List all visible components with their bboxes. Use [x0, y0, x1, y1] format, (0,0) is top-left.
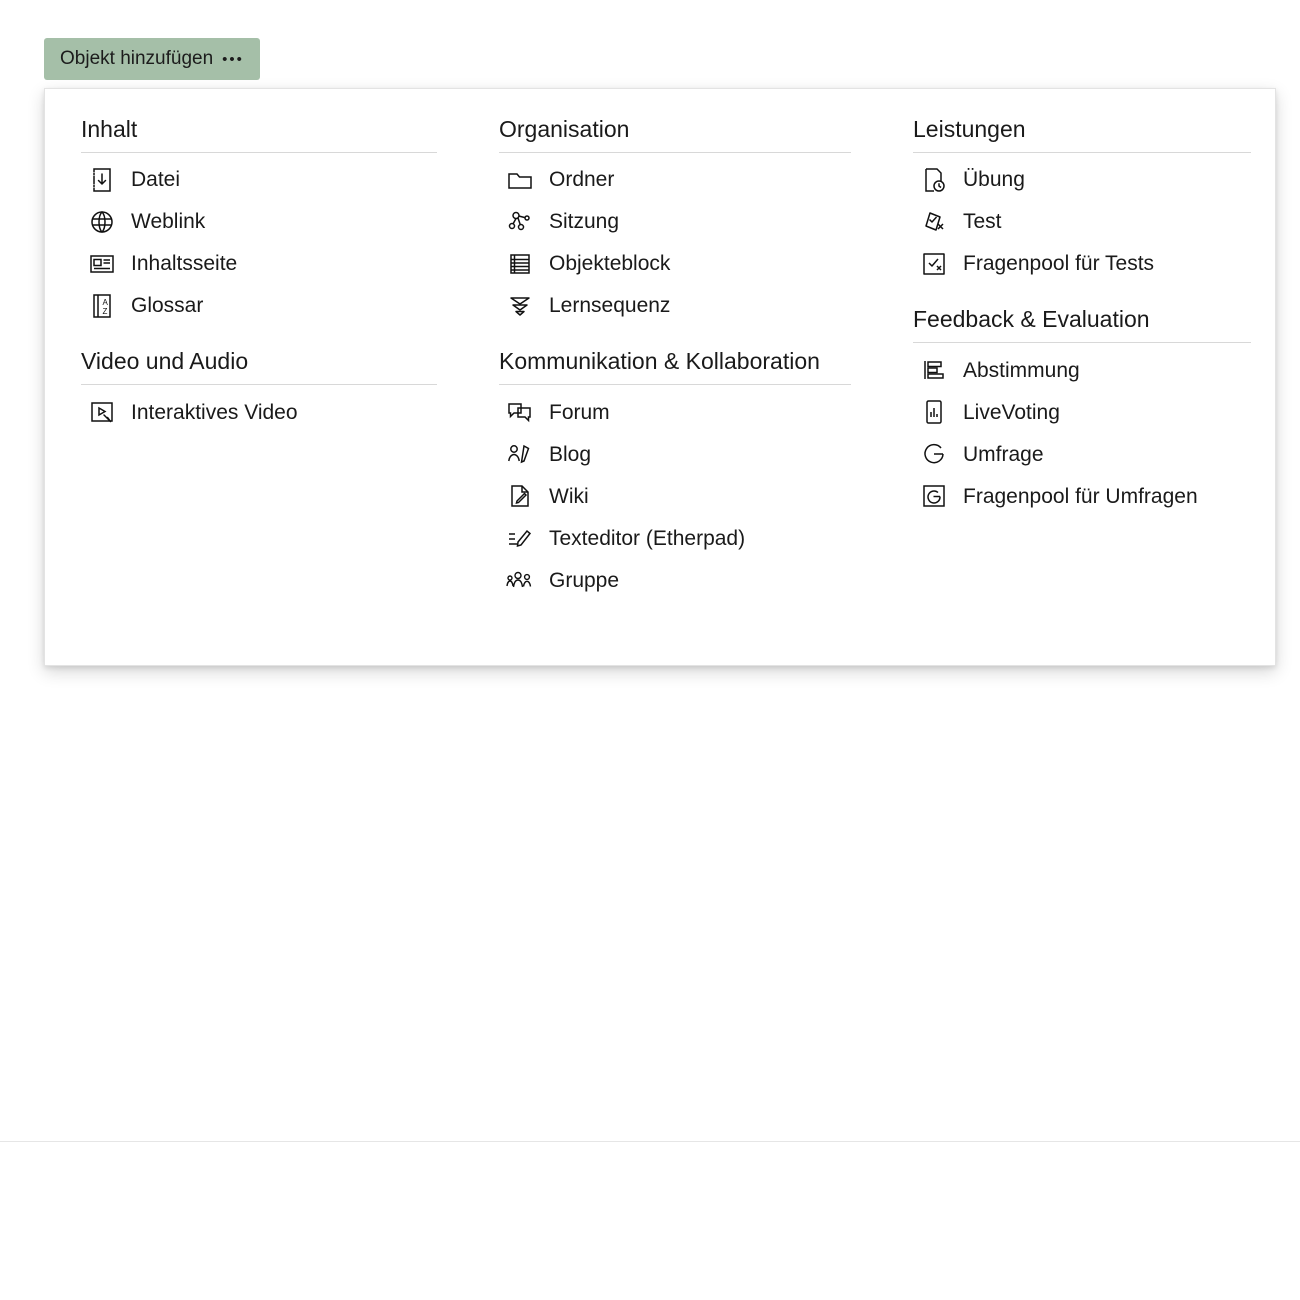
- add-object-button[interactable]: [44, 38, 260, 80]
- menu-column-2: [463, 115, 877, 665]
- group-title: Feedback & Evaluation: [913, 305, 1251, 343]
- menu-group-video-und-audio: [81, 347, 437, 433]
- menu-item-texteditor-etherpad[interactable]: [499, 517, 851, 559]
- menu-item-label: Interaktives Video: [131, 400, 298, 424]
- menu-item-abstimmung[interactable]: [913, 349, 1251, 391]
- group-title: Kommunikation & Kollaboration: [499, 347, 851, 385]
- menu-item-livevoting[interactable]: [913, 391, 1251, 433]
- menu-group-kommunikation: [499, 347, 851, 601]
- test-icon: [919, 207, 949, 237]
- menu-item-blog[interactable]: [499, 433, 851, 475]
- globe-link-icon: [87, 207, 117, 237]
- menu-item-label: Inhaltsseite: [131, 252, 238, 276]
- menu-item-label: Abstimmung: [963, 358, 1080, 382]
- menu-item-inhaltsseite[interactable]: [81, 243, 437, 285]
- ellipsis-icon: •••: [222, 50, 244, 68]
- menu-group-feedback-evaluation: [913, 305, 1251, 517]
- group-title: Organisation: [499, 115, 851, 153]
- menu-item-sitzung[interactable]: [499, 201, 851, 243]
- menu-group-leistungen: [913, 115, 1251, 285]
- menu-column-3: [877, 115, 1277, 665]
- add-object-dropdown: [44, 88, 1276, 666]
- menu-column-1: [45, 115, 463, 665]
- menu-item-objekteblock[interactable]: [499, 243, 851, 285]
- etherpad-icon: [505, 523, 535, 553]
- menu-item-label: Gruppe: [549, 568, 620, 592]
- menu-item-label: Lernsequenz: [549, 294, 671, 318]
- blog-icon: [505, 439, 535, 469]
- forum-icon: [505, 397, 535, 427]
- svg-text:Z: Z: [102, 307, 108, 317]
- menu-item-weblink[interactable]: [81, 201, 437, 243]
- menu-item-label: Glossar: [131, 294, 204, 318]
- menu-item-label: Datei: [131, 168, 181, 192]
- menu-item-label: Fragenpool für Umfragen: [963, 484, 1198, 508]
- interactive-video-icon: [87, 397, 117, 427]
- menu-item-test[interactable]: [913, 201, 1251, 243]
- menu-item-glossar[interactable]: [81, 285, 437, 327]
- svg-text:A: A: [102, 298, 108, 308]
- menu-item-label: Umfrage: [963, 442, 1044, 466]
- wiki-icon: [505, 481, 535, 511]
- group-title: Leistungen: [913, 115, 1251, 153]
- menu-item-label: Wiki: [549, 484, 589, 508]
- menu-group-inhalt: [81, 115, 437, 327]
- menu-item-datei[interactable]: [81, 159, 437, 201]
- menu-item-label: Test: [963, 210, 1002, 234]
- menu-item-label: Blog: [549, 442, 592, 466]
- test-question-pool-icon: [919, 249, 949, 279]
- page-divider: [0, 1141, 1300, 1142]
- session-icon: [505, 207, 535, 237]
- menu-item-label: Objekteblock: [549, 252, 671, 276]
- survey-question-pool-icon: [919, 481, 949, 511]
- menu-item-interaktives-video[interactable]: [81, 391, 437, 433]
- menu-item-lernsequenz[interactable]: [499, 285, 851, 327]
- menu-item-label: Ordner: [549, 168, 615, 192]
- livevoting-icon: [919, 397, 949, 427]
- group-icon: [505, 565, 535, 595]
- menu-item-umfrage[interactable]: [913, 433, 1251, 475]
- learning-sequence-icon: [505, 291, 535, 321]
- menu-item-ordner[interactable]: [499, 159, 851, 201]
- group-title: Video und Audio: [81, 347, 437, 385]
- exercise-clock-icon: [919, 165, 949, 195]
- vote-icon: [919, 355, 949, 385]
- add-object-label: Objekt hinzufügen: [60, 48, 214, 69]
- group-title: Inhalt: [81, 115, 437, 153]
- menu-item-label: Forum: [549, 400, 610, 424]
- menu-item-forum[interactable]: [499, 391, 851, 433]
- menu-item-gruppe[interactable]: [499, 559, 851, 601]
- survey-icon: [919, 439, 949, 469]
- menu-item-label: LiveVoting: [963, 400, 1060, 424]
- folder-icon: [505, 165, 535, 195]
- menu-item-uebung[interactable]: [913, 159, 1251, 201]
- menu-item-wiki[interactable]: [499, 475, 851, 517]
- menu-item-fragenpool-fuer-umfragen[interactable]: [913, 475, 1251, 517]
- menu-item-label: Fragenpool für Tests: [963, 252, 1155, 276]
- menu-item-label: Texteditor (Etherpad): [549, 526, 746, 550]
- object-block-icon: [505, 249, 535, 279]
- menu-item-label: Sitzung: [549, 210, 620, 234]
- content-page-icon: [87, 249, 117, 279]
- file-download-icon: [87, 165, 117, 195]
- menu-item-label: Übung: [963, 168, 1025, 192]
- menu-item-label: Weblink: [131, 210, 206, 234]
- menu-item-fragenpool-fuer-tests[interactable]: [913, 243, 1251, 285]
- menu-group-organisation: [499, 115, 851, 327]
- glossary-az-icon: [87, 291, 117, 321]
